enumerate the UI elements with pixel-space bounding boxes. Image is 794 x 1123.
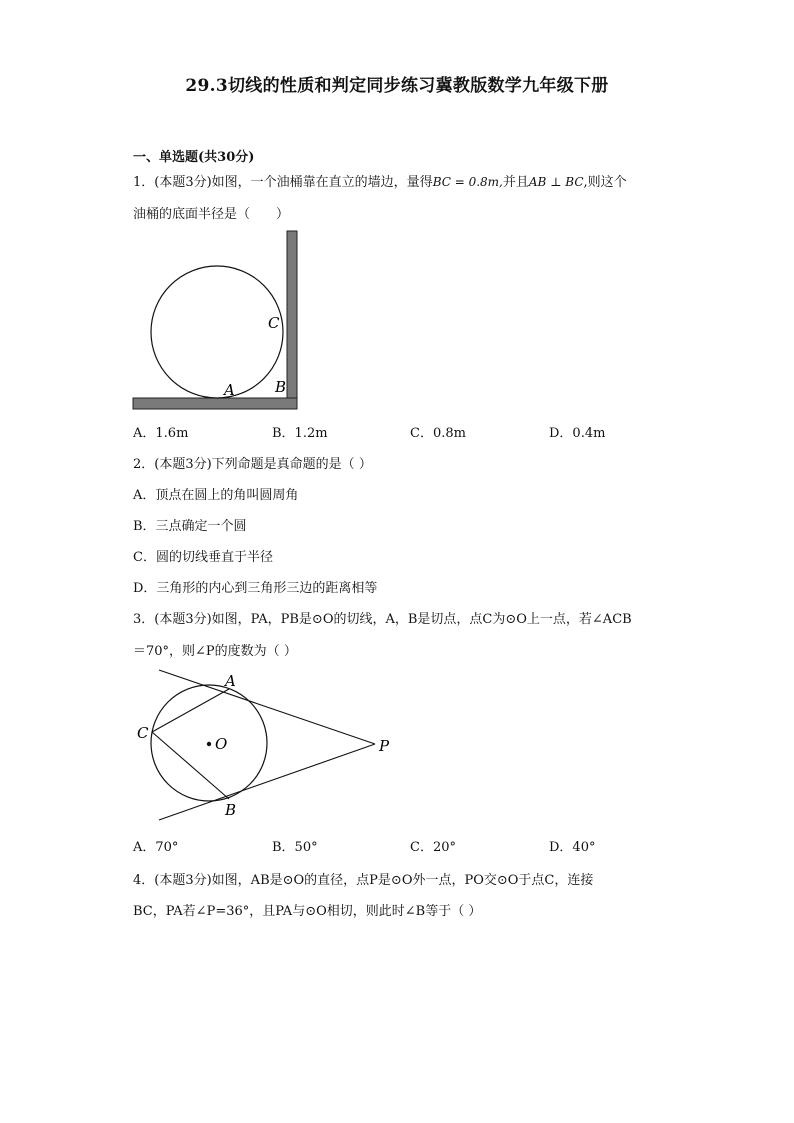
q3-option-c[interactable]: C．20° (410, 840, 456, 855)
q2-option-b[interactable]: B．三点确定一个圆 (133, 519, 247, 534)
label-a: A (224, 381, 235, 399)
tangent-pb (159, 744, 375, 820)
label-p: P (379, 737, 390, 755)
q2-option-d[interactable]: D．三角形的内心到三角形三边的距离相等 (133, 581, 378, 596)
q1-stem-and: 并且 (502, 175, 529, 190)
q3-option-a[interactable]: A．70° (133, 840, 179, 855)
label-b: B (275, 378, 287, 396)
center-dot (207, 742, 211, 746)
q1-option-c[interactable]: C．0.8m (410, 426, 466, 441)
q4-stem-line2: BC，PA若∠P=36°，且PA与⊙O相切，则此时∠B等于（ ） (133, 904, 482, 919)
q3-figure (130, 664, 400, 826)
q1-stem-line2: 油桶的底面半径是（ ） (133, 207, 290, 222)
q2-option-a[interactable]: A．顶点在圆上的角叫圆周角 (133, 488, 299, 503)
q3-option-b[interactable]: B．50° (272, 840, 318, 855)
q4-stem-line1: 4．(本题3分)如图，AB是⊙O的直径，点P是⊙O外一点，PO交⊙O于点C，连接 (133, 873, 594, 888)
q1-stem-line1 (133, 171, 627, 190)
q1-option-b[interactable]: B．1.2m (272, 426, 328, 441)
q1-stem-tail: ,则这个 (583, 175, 627, 190)
label-b: B (225, 801, 237, 819)
chord-ca (152, 689, 229, 732)
label-c: C (268, 314, 280, 332)
page-title: 29.3切线的性质和判定同步练习冀教版数学九年级下册 (185, 76, 609, 96)
q3-option-d[interactable]: D．40° (549, 840, 596, 855)
section-heading: 一、单选题(共30分) (133, 150, 255, 165)
q1-figure (130, 228, 310, 414)
q3-stem-line2: ＝70°，则∠P的度数为（ ） (133, 644, 297, 659)
q2-option-c[interactable]: C．圆的切线垂直于半径 (133, 550, 273, 565)
tangent-pa (159, 670, 375, 744)
label-o: O (215, 735, 228, 753)
q2-stem: 2．(本题3分)下列命题是真命题的是（ ） (133, 457, 372, 472)
label-a: A (225, 672, 236, 690)
q1-option-d[interactable]: D．0.4m (549, 426, 606, 441)
q1-option-a[interactable]: A．1.6m (133, 426, 189, 441)
ground (133, 398, 297, 409)
q1-formula: BC = 0.8m, (432, 175, 503, 189)
label-c: C (137, 724, 149, 742)
wall (287, 231, 297, 409)
q1-perp: AB ⊥ BC (528, 175, 584, 189)
barrel-circle (151, 266, 283, 398)
q3-stem-line1: 3．(本题3分)如图，PA，PB是⊙O的切线，A，B是切点，点C为⊙O上一点，若∠ACB (133, 612, 632, 627)
q1-stem-text: 1．(本题3分)如图，一个油桶靠在直立的墙边，量得 (133, 175, 433, 190)
